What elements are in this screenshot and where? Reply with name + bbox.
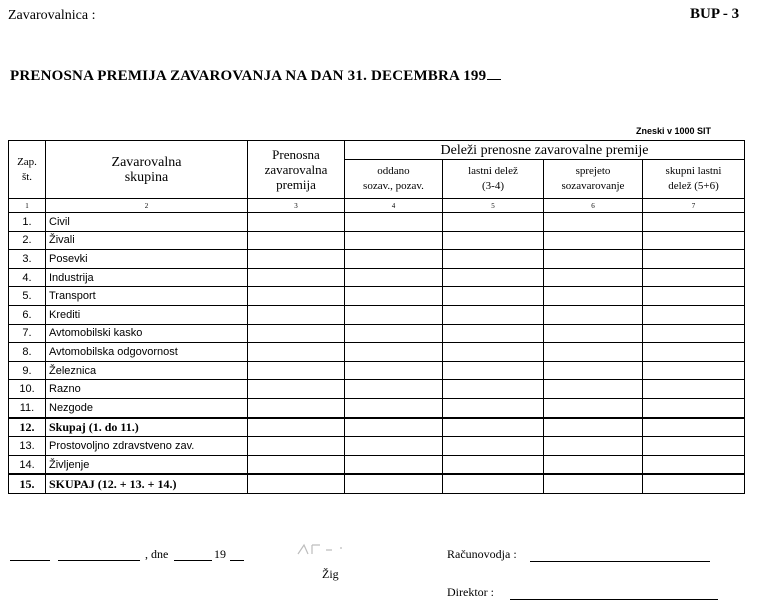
column-number: 5	[443, 199, 544, 213]
row-number: 5.	[9, 287, 46, 306]
accepted-cell[interactable]	[544, 398, 643, 417]
own-share-cell[interactable]	[443, 474, 544, 493]
total-own-cell[interactable]	[643, 361, 745, 380]
transfer-premium-cell[interactable]	[248, 305, 345, 324]
ceded-cell[interactable]	[345, 474, 443, 493]
total-own-cell[interactable]	[643, 305, 745, 324]
units-note: Zneski v 1000 SIT	[636, 126, 712, 136]
total-own-cell[interactable]	[643, 418, 745, 437]
accepted-cell[interactable]	[544, 213, 643, 232]
transfer-premium-cell[interactable]	[248, 361, 345, 380]
row-number: 10.	[9, 380, 46, 399]
transfer-premium-cell[interactable]	[248, 213, 345, 232]
insurance-group-name: Avtomobilska odgovornost	[46, 343, 248, 362]
accepted-cell[interactable]	[544, 231, 643, 250]
row-number: 6.	[9, 305, 46, 324]
ceded-cell[interactable]	[345, 361, 443, 380]
accepted-cell[interactable]	[544, 305, 643, 324]
accepted-cell[interactable]	[544, 361, 643, 380]
table-row	[9, 474, 745, 493]
insurance-group-name: Skupaj (1. do 11.)	[46, 418, 248, 437]
own-share-cell[interactable]	[443, 231, 544, 250]
header-accepted: sprejeto sozavarovanje	[544, 160, 643, 199]
own-share-cell[interactable]	[443, 437, 544, 456]
own-share-cell[interactable]	[443, 380, 544, 399]
column-number-row	[9, 199, 745, 213]
own-share-cell[interactable]	[443, 418, 544, 437]
insurance-group-name: Civil	[46, 213, 248, 232]
row-number: 11.	[9, 398, 46, 417]
own-share-cell[interactable]	[443, 324, 544, 343]
stamp-impression	[296, 542, 356, 556]
own-share-cell[interactable]	[443, 361, 544, 380]
total-own-cell[interactable]	[643, 455, 745, 474]
row-number: 15.	[9, 474, 46, 493]
accepted-cell[interactable]	[544, 343, 643, 362]
ceded-cell[interactable]	[345, 287, 443, 306]
total-own-cell[interactable]	[643, 437, 745, 456]
insurance-group-name: Prostovoljno zdravstveno zav.	[46, 437, 248, 456]
form-title-text: PRENOSNA PREMIJA ZAVAROVANJA NA DAN 31. DECEMBRA 199	[10, 68, 487, 84]
insurance-group-name: Krediti	[46, 305, 248, 324]
header-total-own: skupni lastni delež (5+6)	[643, 160, 745, 199]
transfer-premium-cell[interactable]	[248, 437, 345, 456]
header-ceded: oddano sozav., pozav.	[345, 160, 443, 199]
accepted-cell[interactable]	[544, 250, 643, 269]
accepted-cell[interactable]	[544, 437, 643, 456]
total-own-cell[interactable]	[643, 231, 745, 250]
table-row	[9, 250, 745, 269]
total-own-cell[interactable]	[643, 213, 745, 232]
ceded-cell[interactable]	[345, 305, 443, 324]
table-row	[9, 437, 745, 456]
row-number: 1.	[9, 213, 46, 232]
table-row	[9, 361, 745, 380]
row-number: 9.	[9, 361, 46, 380]
accepted-cell[interactable]	[544, 380, 643, 399]
row-number: 14.	[9, 455, 46, 474]
accepted-cell[interactable]	[544, 455, 643, 474]
column-number: 3	[248, 199, 345, 213]
table-row	[9, 455, 745, 474]
ceded-cell[interactable]	[345, 250, 443, 269]
insurance-group-name: Železnica	[46, 361, 248, 380]
own-share-cell[interactable]	[443, 268, 544, 287]
transfer-premium-cell[interactable]	[248, 287, 345, 306]
total-own-cell[interactable]	[643, 398, 745, 417]
accepted-cell[interactable]	[544, 268, 643, 287]
header-group: Zavarovalna skupina	[46, 141, 248, 199]
insurance-group-name: Industrija	[46, 268, 248, 287]
ceded-cell[interactable]	[345, 213, 443, 232]
column-number: 7	[643, 199, 745, 213]
column-number: 6	[544, 199, 643, 213]
accepted-cell[interactable]	[544, 287, 643, 306]
table-row	[9, 305, 745, 324]
own-share-cell[interactable]	[443, 305, 544, 324]
form-code: BUP - 3	[690, 6, 740, 22]
own-share-cell[interactable]	[443, 398, 544, 417]
insurance-group-name: SKUPAJ (12. + 13. + 14.)	[46, 474, 248, 493]
director-label: Direktor :	[447, 585, 494, 599]
ceded-cell[interactable]	[345, 343, 443, 362]
row-number: 8.	[9, 343, 46, 362]
transfer-premium-cell[interactable]	[248, 418, 345, 437]
header-own-share: lastni delež (3-4)	[443, 160, 544, 199]
insurance-group-name: Življenje	[46, 455, 248, 474]
header-shares: Deleži prenosne zavarovalne premije	[345, 141, 745, 160]
header-no: Zap. št.	[9, 141, 46, 199]
table-row	[9, 343, 745, 362]
total-own-cell[interactable]	[643, 268, 745, 287]
total-own-cell[interactable]	[643, 343, 745, 362]
table-body	[9, 213, 745, 494]
row-number: 2.	[9, 231, 46, 250]
place-line-1[interactable]	[10, 560, 50, 561]
place-line-2[interactable]	[58, 560, 140, 561]
table-row	[9, 231, 745, 250]
table-row	[9, 287, 745, 306]
table-row	[9, 380, 745, 399]
insurance-group-name: Razno	[46, 380, 248, 399]
table-row	[9, 213, 745, 232]
director-signature-line[interactable]	[510, 599, 718, 600]
total-own-cell[interactable]	[643, 380, 745, 399]
year-line[interactable]	[230, 560, 244, 561]
column-number: 1	[9, 199, 46, 213]
transfer-premium-cell[interactable]	[248, 231, 345, 250]
own-share-cell[interactable]	[443, 455, 544, 474]
row-number: 13.	[9, 437, 46, 456]
ceded-cell[interactable]	[345, 455, 443, 474]
accountant-label: Računovodja :	[447, 547, 517, 561]
column-number: 2	[46, 199, 248, 213]
accepted-cell[interactable]	[544, 418, 643, 437]
insurer-label: Zavarovalnica :	[8, 8, 96, 23]
accountant-signature-line[interactable]	[530, 561, 710, 562]
table-row	[9, 418, 745, 437]
column-number: 4	[345, 199, 443, 213]
ceded-cell[interactable]	[345, 380, 443, 399]
row-number: 7.	[9, 324, 46, 343]
insurance-group-name: Nezgode	[46, 398, 248, 417]
accepted-cell[interactable]	[544, 474, 643, 493]
row-number: 12.	[9, 418, 46, 437]
own-share-cell[interactable]	[443, 213, 544, 232]
date-label: , dne	[145, 547, 169, 561]
transfer-premium-cell[interactable]	[248, 343, 345, 362]
ceded-cell[interactable]	[345, 418, 443, 437]
ceded-cell[interactable]	[345, 398, 443, 417]
own-share-cell[interactable]	[443, 287, 544, 306]
table-row	[9, 268, 745, 287]
header-transfer-premium: Prenosna zavarovalna premija	[248, 141, 345, 199]
ceded-cell[interactable]	[345, 324, 443, 343]
own-share-cell[interactable]	[443, 250, 544, 269]
insurance-group-name: Živali	[46, 231, 248, 250]
transfer-premium-cell[interactable]	[248, 324, 345, 343]
year-blank[interactable]	[487, 66, 501, 80]
total-own-cell[interactable]	[643, 250, 745, 269]
transfer-premium-cell[interactable]	[248, 250, 345, 269]
total-own-cell[interactable]	[643, 474, 745, 493]
insurance-group-name: Transport	[46, 287, 248, 306]
ceded-cell[interactable]	[345, 268, 443, 287]
table-row	[9, 398, 745, 417]
transfer-premium-cell[interactable]	[248, 455, 345, 474]
premium-table	[8, 140, 745, 494]
insurance-group-name: Posevki	[46, 250, 248, 269]
ceded-cell[interactable]	[345, 231, 443, 250]
row-number: 3.	[9, 250, 46, 269]
transfer-premium-cell[interactable]	[248, 398, 345, 417]
transfer-premium-cell[interactable]	[248, 268, 345, 287]
year-prefix: 19	[214, 547, 226, 561]
accepted-cell[interactable]	[544, 324, 643, 343]
total-own-cell[interactable]	[643, 324, 745, 343]
form-title	[10, 66, 501, 85]
ceded-cell[interactable]	[345, 437, 443, 456]
transfer-premium-cell[interactable]	[248, 474, 345, 493]
row-number: 4.	[9, 268, 46, 287]
insurance-group-name: Avtomobilski kasko	[46, 324, 248, 343]
own-share-cell[interactable]	[443, 343, 544, 362]
stamp-label: Žig	[322, 567, 339, 581]
table-row	[9, 324, 745, 343]
total-own-cell[interactable]	[643, 287, 745, 306]
date-line[interactable]	[174, 560, 212, 561]
transfer-premium-cell[interactable]	[248, 380, 345, 399]
